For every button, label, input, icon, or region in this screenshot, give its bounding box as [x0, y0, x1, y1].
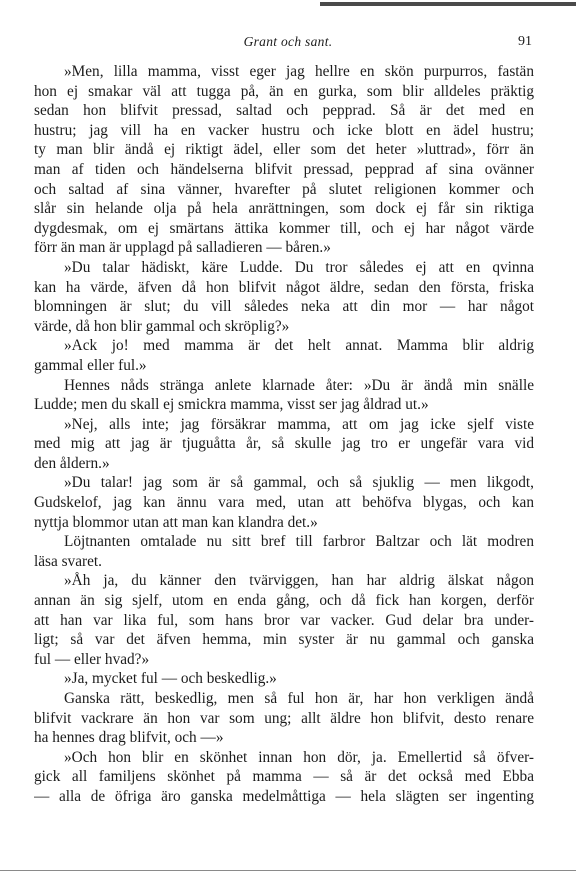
text-line: kan ha värde, äfven då hon blifvit något äldre, sedan den första, friska	[34, 278, 534, 296]
body-text	[34, 62, 534, 807]
text-line: med mig att jag är tjuguåtta år, så skulle jag tro er ungefär vara vid	[34, 435, 534, 453]
text-line: slår sin helande olja på hela anrättningen, som dock ej får sin riktiga	[34, 200, 534, 218]
text-line: förr än man är upplagd på salladieren — båren.»	[34, 239, 331, 257]
text-line: läsa svaret.	[34, 552, 102, 570]
text-line: sedan hon blifvit pressad, saltad och pepprad. Så är det med en	[34, 102, 534, 120]
text-line: Hennes nåds stränga anlete klarnade åter: »Du är ändå min snälle	[64, 376, 534, 394]
text-line: »Åh ja, du känner den tvärviggen, han har aldrig älskat någon	[64, 572, 534, 590]
bottom-edge-rule	[0, 870, 576, 871]
text-line: den åldern.»	[34, 454, 110, 472]
text-line: blomningen är slut; du vill således neka att din mor — har något	[34, 298, 534, 316]
text-line: hustru; jag vill ha en vacker hustru och icke blott en ädel hustru;	[34, 121, 534, 139]
text-line: nyttja blommor utan att man kan klandra det.»	[34, 513, 318, 531]
text-line: »Du talar! jag som är så gammal, och så sjuklig — men likgodt,	[64, 474, 534, 492]
text-line: Ganska rätt, beskedlig, men så ful hon är, har hon verkligen ändå	[64, 690, 534, 707]
text-line: »Ja, mycket ful — och beskedlig.»	[64, 670, 277, 688]
text-line: gammal eller ful.»	[34, 356, 147, 374]
text-line: »Och hon blir en skönhet innan hon dör, ja. Emellertid så öfver-	[64, 748, 534, 766]
text-line: ty man blir ändå ej riktigt ädel, eller som det heter »luttrad», förr än	[34, 141, 534, 159]
text-line: värde, då hon blir gammal och skröplig?»	[34, 317, 290, 335]
text-line: Ludde; men du skall ej smickra mamma, visst ser jag åldrad ut.»	[34, 396, 429, 414]
text-line: ligt; så var det äfven hemma, min syster är nu gammal och ganska	[34, 631, 534, 649]
text-line: Gudskelof, jag kan ännu vara med, utan att behöfva blygas, och kan	[34, 494, 534, 512]
text-line: ful — eller hvad?»	[34, 650, 150, 668]
text-line: »Ack jo! med mamma är det helt annat. Mamma blir aldrig	[64, 337, 534, 355]
page-header	[0, 34, 576, 54]
text-line: »Nej, alls inte; jag försäkrar mamma, att om jag icke sjelf viste	[64, 415, 534, 433]
text-line: dygdesmak, om ej smärtans ättika kommer till, och ej har något värde	[34, 219, 534, 237]
text-line: blifvit vackrare än hon var som ung; allt äldre hon blifvit, desto renare	[34, 709, 534, 727]
text-line: ha hennes drag blifvit, och —»	[34, 729, 224, 747]
text-line: hon ej smakar väl att tugga på, än en gurka, som blir alldeles präktig	[34, 82, 534, 100]
text-line: »Du talar hädiskt, käre Ludde. Du tror således ej att en qvinna	[64, 258, 534, 276]
text-line: att han var lika ful, som hans bror var vacker. Gud delar bra under-	[34, 611, 534, 629]
running-title: Grant och sant.	[243, 34, 333, 49]
text-line: — alla de öfriga äro ganska medelmåttiga — hela slägten ser ingenting	[34, 787, 534, 805]
text-line: och saltad af sina vänner, hvarefter på slutet religionen kommer och	[34, 180, 534, 198]
text-line: »Men, lilla mamma, visst eger jag hellre en skön purpurros, fastän	[64, 63, 534, 80]
text-line: gick all familjens skönhet på mamma — så är det också med Ebba	[34, 768, 534, 786]
text-line: man af tiden och händelserna blifvit pressad, pepprad af sina ovänner	[34, 160, 534, 178]
text-line: annan än sig sjelf, utom en enda gång, och då fick han korgen, derför	[34, 592, 534, 610]
text-line: Löjtnanten omtalade nu sitt bref till farbror Baltzar och lät modren	[64, 533, 534, 551]
top-edge-rule	[320, 2, 576, 6]
page-number: 91	[518, 34, 532, 49]
